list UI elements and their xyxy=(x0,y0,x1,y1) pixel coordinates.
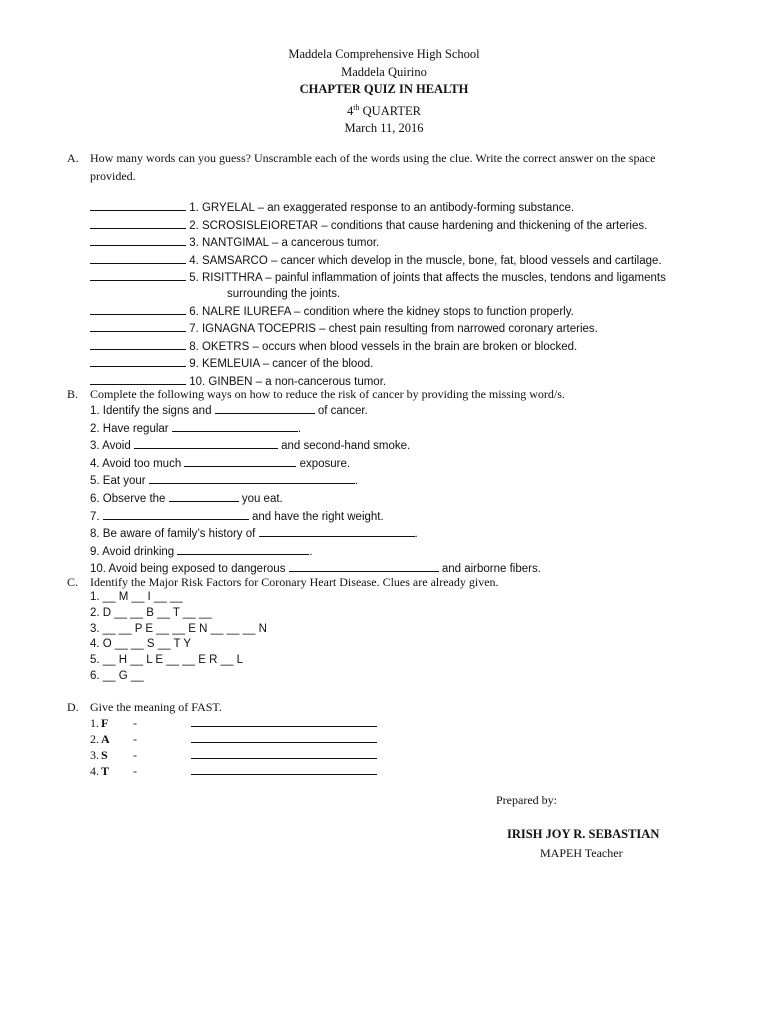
section-b-list xyxy=(90,402,750,578)
document-header xyxy=(0,46,768,138)
answer-blank[interactable] xyxy=(149,472,355,484)
item-number: 1. xyxy=(90,716,99,730)
item-number: 3. xyxy=(90,748,99,762)
answer-blank[interactable] xyxy=(191,731,377,743)
answer-blank[interactable] xyxy=(191,747,377,759)
answer-blank[interactable] xyxy=(259,525,415,537)
section-b-item xyxy=(90,525,750,543)
item-dash: - xyxy=(133,764,137,778)
section-b-item xyxy=(90,455,750,473)
item-text: and second-hand smoke. xyxy=(277,440,411,453)
section-a-item xyxy=(90,338,750,356)
item-text: exposure. xyxy=(296,457,351,470)
school-location: Maddela Quirino xyxy=(341,64,427,79)
item-text: 8. Be aware of family’s history of xyxy=(90,528,259,541)
section-c-item: 5. __ H __ L E __ __ E R __ L xyxy=(90,654,244,667)
item-text: 7. IGNAGNA TOCEPRIS – chest pain resulting from narrowed coronary arteries. xyxy=(189,323,598,336)
section-c-instruction-text: Identify the Major Risk Factors for Coronary Heart Disease. Clues are already given. xyxy=(90,575,499,589)
answer-blank[interactable] xyxy=(184,455,296,467)
fast-letter: A xyxy=(101,732,110,746)
item-text: 6. Observe the xyxy=(90,492,169,505)
answer-blank[interactable] xyxy=(191,715,377,727)
answer-blank[interactable] xyxy=(90,269,186,281)
section-a-item xyxy=(90,217,750,235)
item-text: of cancer. xyxy=(314,405,368,417)
section-a-item xyxy=(90,234,750,252)
item-text: 5. RISITTHRA – painful inflammation of joints that affects the muscles, tendons and ligaments xyxy=(189,272,666,285)
item-text: 2. Have regular xyxy=(90,422,172,435)
fast-letter: S xyxy=(101,748,108,762)
item-text: . xyxy=(354,475,359,488)
item-number: 2. xyxy=(90,732,99,746)
item-text: . xyxy=(297,422,302,435)
answer-blank[interactable] xyxy=(215,402,315,414)
item-text: 2. SCROSISLEIORETAR – conditions that cause hardening and thickening of the arteries. xyxy=(189,219,648,232)
section-c-item: 6. __ G __ xyxy=(90,669,144,682)
quiz-date: March 11, 2016 xyxy=(344,121,424,136)
section-b-item xyxy=(90,437,750,455)
answer-blank[interactable] xyxy=(191,763,377,775)
section-c-instruction xyxy=(67,573,747,591)
item-text: . xyxy=(309,545,313,558)
fast-letter: F xyxy=(101,716,109,730)
section-a-instruction-line2: provided. xyxy=(90,169,136,183)
section-b-item xyxy=(90,420,750,438)
quarter-suffix: th xyxy=(353,102,360,112)
section-a-list xyxy=(90,199,750,391)
section-a-instruction-line1: How many words can you guess? Unscramble each of the words using the clue. Write the correct answer on the space xyxy=(90,151,656,165)
item-text: and airborne fibers. xyxy=(438,563,541,576)
section-c-list xyxy=(90,590,750,685)
item-dash: - xyxy=(133,748,137,762)
answer-blank[interactable] xyxy=(169,490,239,502)
section-b-item xyxy=(90,508,750,526)
section-d-list xyxy=(90,715,750,779)
item-text: 5. Eat your xyxy=(90,475,149,488)
section-b-instruction xyxy=(67,385,747,403)
item-text: 4. Avoid too much xyxy=(90,457,185,470)
item-dash: - xyxy=(133,716,137,730)
section-d-item xyxy=(90,715,750,731)
answer-blank[interactable] xyxy=(177,543,309,555)
section-a-item xyxy=(90,320,750,338)
section-a-item xyxy=(90,252,750,270)
fast-letter: T xyxy=(101,764,110,778)
answer-blank[interactable] xyxy=(90,320,186,332)
section-d-item xyxy=(90,763,750,779)
section-b-letter: B. xyxy=(67,387,79,401)
answer-blank[interactable] xyxy=(90,338,186,350)
item-text: 9. Avoid drinking xyxy=(90,545,178,558)
answer-blank[interactable] xyxy=(172,420,298,432)
answer-blank[interactable] xyxy=(134,437,278,449)
item-text: 8. OKETRS – occurs when blood vessels in the brain are broken or blocked. xyxy=(189,340,578,353)
prepared-by-label: Prepared by: xyxy=(496,793,557,807)
section-a-item-continuation: surrounding the joints. xyxy=(227,287,341,300)
answer-blank[interactable] xyxy=(90,303,186,315)
section-c-item: 1. __ M __ I __ __ xyxy=(90,591,183,603)
section-a-item xyxy=(90,269,750,287)
school-name: Maddela Comprehensive High School xyxy=(288,47,480,61)
item-text: 9. KEMLEUIA – cancer of the blood. xyxy=(189,358,374,371)
item-number: 4. xyxy=(90,764,99,778)
section-b-item xyxy=(90,543,750,561)
quiz-title: CHAPTER QUIZ IN HEALTH xyxy=(299,82,469,96)
section-c-item: 4. O __ __ S __ T Y xyxy=(90,638,192,651)
section-a-item xyxy=(90,199,750,217)
section-c-item: 2. D __ __ B __ T __ __ xyxy=(90,606,212,619)
answer-blank[interactable] xyxy=(289,560,439,572)
teacher-name: IRISH JOY R. SEBASTIAN xyxy=(507,827,660,841)
item-text: 3. Avoid xyxy=(90,440,134,453)
item-text: 1. Identify the signs and xyxy=(90,405,215,417)
answer-blank[interactable] xyxy=(90,217,186,229)
answer-blank[interactable] xyxy=(90,252,186,264)
section-c-item: 3. __ __ P E __ __ E N __ __ __ N xyxy=(90,622,267,635)
quarter-number: 4 xyxy=(347,103,354,118)
item-text: 10. GINBEN – a non-cancerous tumor. xyxy=(189,375,387,388)
item-text: 3. NANTGIMAL – a cancerous tumor. xyxy=(189,237,380,250)
section-d-item xyxy=(90,731,750,747)
answer-blank[interactable] xyxy=(90,234,186,246)
section-a-instruction xyxy=(67,149,747,185)
answer-blank[interactable] xyxy=(90,373,186,385)
item-text: you eat. xyxy=(238,492,283,505)
section-b-item xyxy=(90,472,750,490)
teacher-role: MAPEH Teacher xyxy=(540,846,623,860)
section-a-item xyxy=(90,303,750,321)
section-a-letter: A. xyxy=(67,151,79,165)
answer-blank[interactable] xyxy=(90,355,186,367)
section-c-letter: C. xyxy=(67,575,79,589)
section-b-item xyxy=(90,402,750,420)
section-b-instruction-text: Complete the following ways on how to reduce the risk of cancer by providing the missing word/s. xyxy=(90,387,565,401)
item-text: 7. xyxy=(90,510,103,523)
section-d-letter: D. xyxy=(67,700,79,714)
section-d-instruction xyxy=(67,698,747,716)
quarter-line xyxy=(0,99,768,121)
quarter-word: QUARTER xyxy=(359,103,421,118)
item-text: 1. GRYELAL – an exaggerated response to an antibody-forming substance. xyxy=(189,202,575,214)
item-text: and have the right weight. xyxy=(248,510,384,523)
section-d-item xyxy=(90,747,750,763)
item-dash: - xyxy=(133,732,137,746)
answer-blank[interactable] xyxy=(103,508,249,520)
section-d-instruction-text: Give the meaning of FAST. xyxy=(90,700,222,714)
item-text: 4. SAMSARCO – cancer which develop in the muscle, bone, fat, blood vessels and cartilage. xyxy=(189,254,662,267)
section-a-item xyxy=(90,355,750,373)
item-text: 10. Avoid being exposed to dangerous xyxy=(90,563,289,576)
item-text: 6. NALRE ILUREFA – condition where the kidney stops to function properly. xyxy=(189,305,574,318)
item-text: . xyxy=(414,528,418,541)
answer-blank[interactable] xyxy=(90,199,186,211)
section-b-item xyxy=(90,490,750,508)
